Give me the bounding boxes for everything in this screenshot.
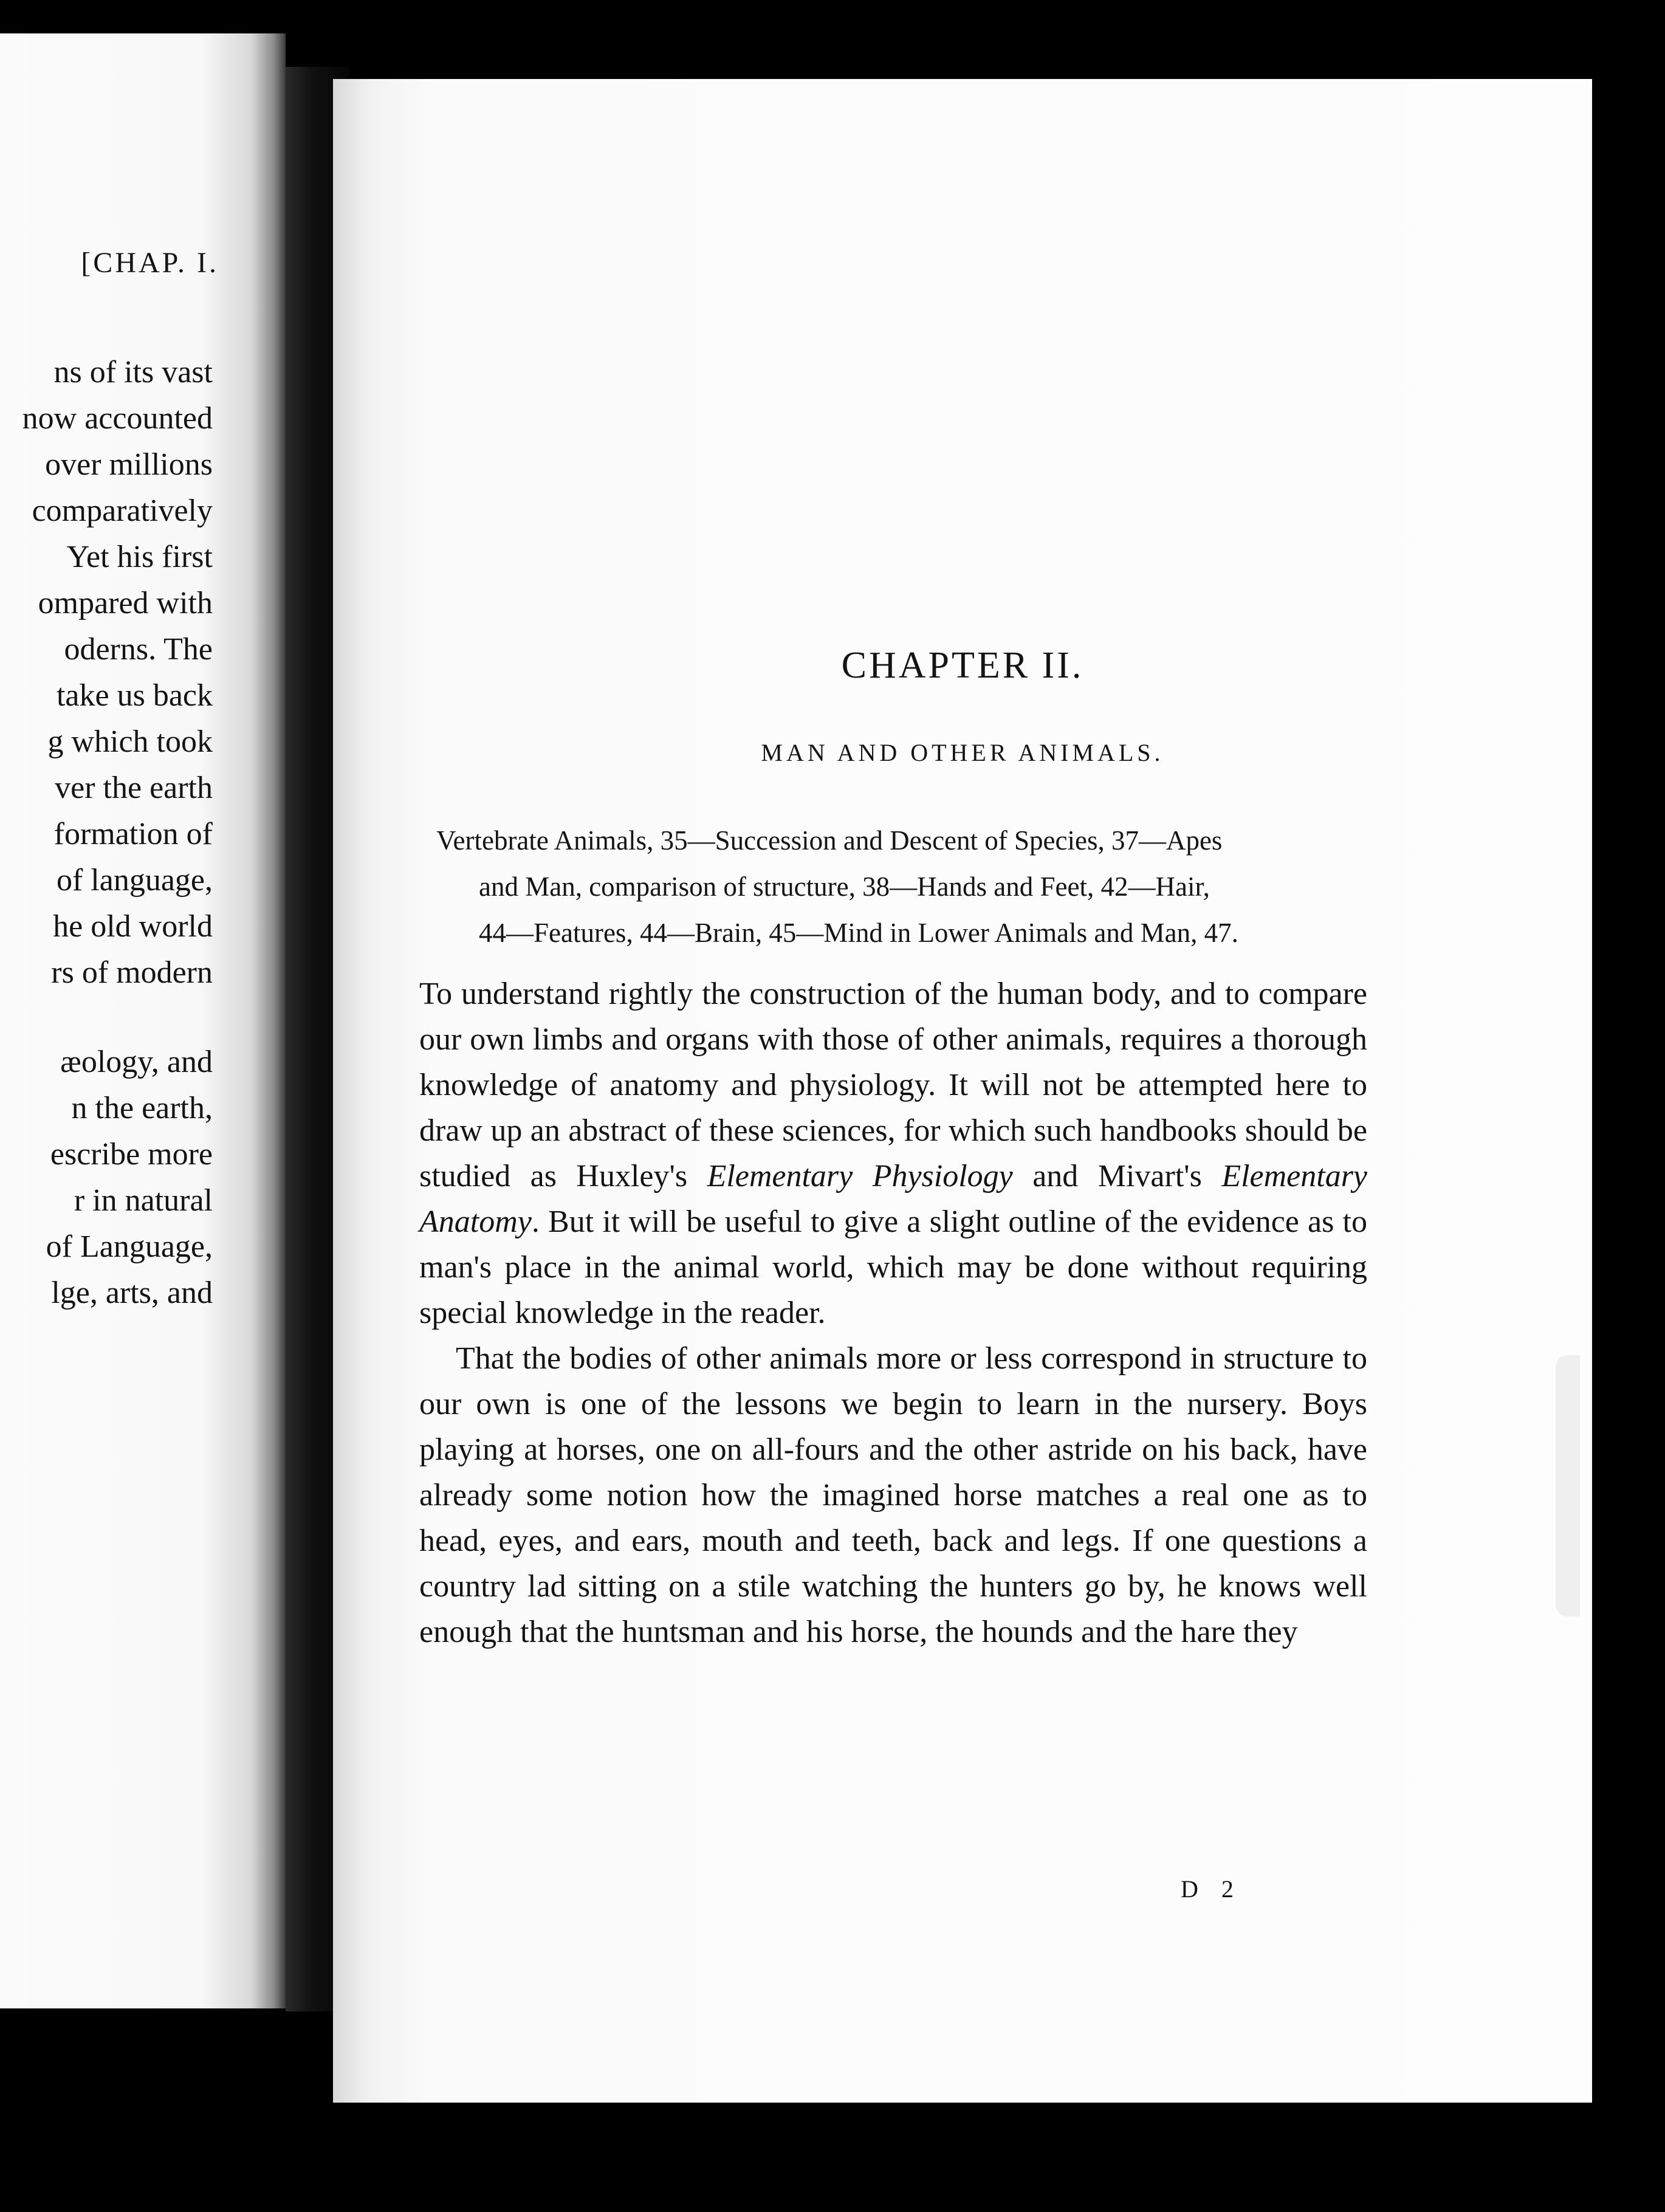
left-running-header: [CHAP. I. <box>81 247 219 279</box>
left-line: formation of <box>53 817 213 851</box>
body-text <box>419 971 1367 1655</box>
paragraph-1 <box>419 971 1367 1336</box>
paragraph-1-text: . But it will be useful to give a slight outline of the evidence as to man's place in the animal world, which may be done without requiring special knowledge in the reader. <box>419 1204 1367 1330</box>
left-line: rs of modern <box>51 955 213 990</box>
left-line: lge, arts, and <box>51 1276 213 1310</box>
right-main-page <box>333 79 1592 2103</box>
left-line: oderns. The <box>64 632 213 667</box>
left-line: he old world <box>53 909 213 944</box>
left-line: æology, and <box>60 1045 213 1079</box>
left-line: now accounted <box>22 401 213 436</box>
page-edge-tab <box>1556 1355 1580 1616</box>
contents-line: Vertebrate Animals, 35—Succession and Descent of Species, 37—Apes <box>436 825 1223 856</box>
contents-line: 44—Features, 44—Brain, 45—Mind in Lower Animals and Man, 47. <box>479 918 1238 948</box>
left-line: ompared with <box>38 586 213 620</box>
left-line: over millions <box>45 447 213 482</box>
left-text-block-top <box>0 349 213 996</box>
chapter-title: CHAPTER II. <box>841 645 1084 686</box>
left-line: of Language, <box>46 1229 213 1264</box>
left-text-block-bottom <box>0 1039 213 1316</box>
signature-mark: D 2 <box>1181 1875 1242 1903</box>
paragraph-1-text: To understand rightly the construction of the human body, and to compare our own limbs and organs with those of other animals, requires a thorough knowledge of anatomy and physiology. It will not be attempted here to draw up an abstract of these sciences, for which such handbooks should be studied as Huxley's <box>419 977 1367 1194</box>
left-line: g which took <box>47 724 213 759</box>
left-facing-page <box>0 33 286 2008</box>
book-title-anatomy: Elementary Anatomy <box>419 1159 1368 1239</box>
left-line: n the earth, <box>71 1091 213 1125</box>
left-line: ver the earth <box>55 771 213 805</box>
left-line: escribe more <box>50 1137 213 1172</box>
left-line: r in natural <box>74 1183 213 1218</box>
left-line: Yet his first <box>66 540 213 574</box>
left-line: of language, <box>56 863 213 898</box>
chapter-subtitle: MAN AND OTHER ANIMALS. <box>761 739 1164 766</box>
contents-line: and Man, comparison of structure, 38—Hands and Feet, 42—Hair, <box>479 871 1210 902</box>
paragraph-1-text: and Mivart's <box>1012 1159 1222 1194</box>
left-line: ns of its vast <box>53 355 213 390</box>
left-line: comparatively <box>32 493 213 528</box>
paragraph-2: That the bodies of other animals more or less correspond in structure to our own is one of the lessons we begin to learn in the nursery. Boys playing at horses, one on all-fours and the other astride on his back, have already some notion how the imagined horse matches a real one as to head, eyes, and ears, mouth and teeth, back and legs. If one questions a country lad sitting on a stile watching the hunters go by, he knows well enough that the huntsman and his horse, the hounds and the hare they <box>419 1341 1367 1649</box>
left-line: take us back <box>56 678 213 713</box>
chapter-contents-summary <box>436 817 1402 956</box>
book-title-physiology: Elementary Physiology <box>707 1159 1013 1194</box>
